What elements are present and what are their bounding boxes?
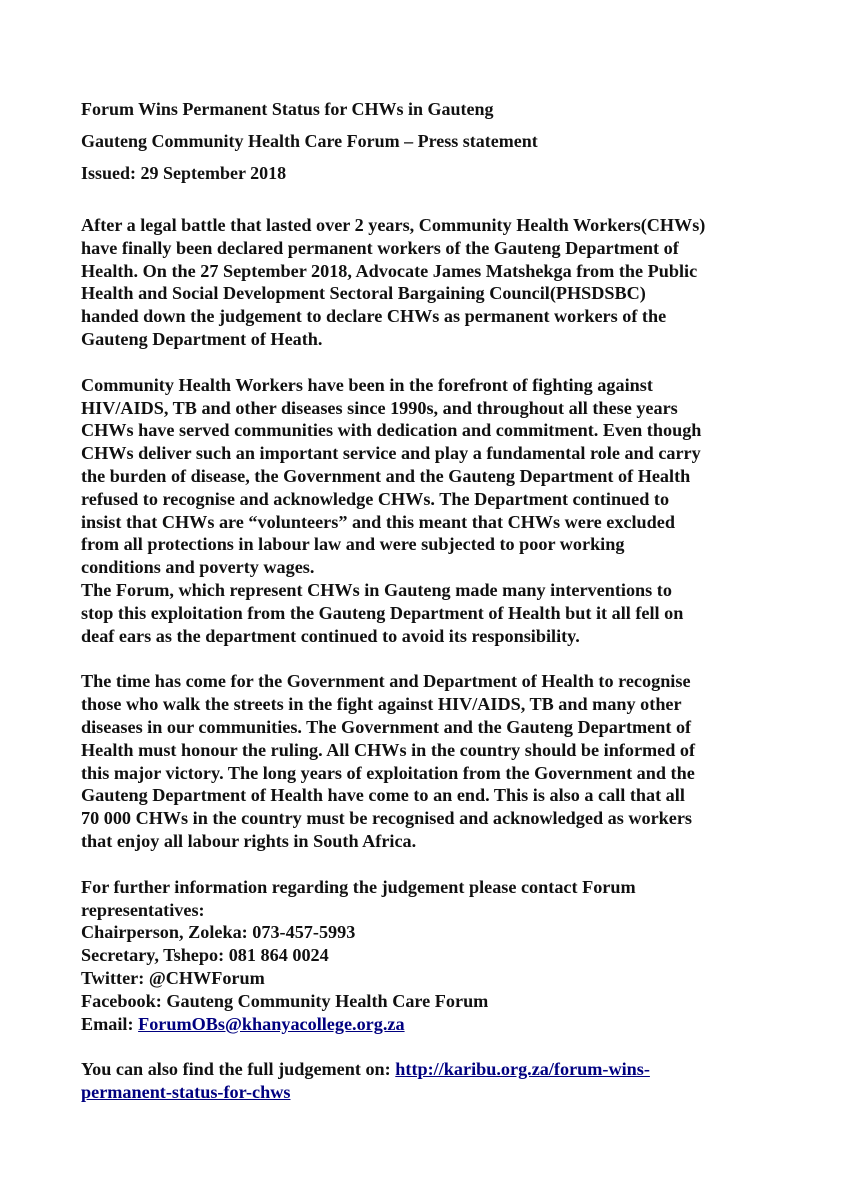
contact-secretary: Secretary, Tshepo: 081 864 0024 [81,945,329,966]
press-statement [81,98,781,1104]
judgement-link-row [81,1058,781,1081]
text-line: this major victory. The long years of exploitation from the Government and the [81,762,695,783]
email-link[interactable]: ForumOBs@khanyacollege.org.za [138,1013,405,1034]
text-line: The Forum, which represent CHWs in Gauteng made many interventions to [81,579,672,600]
text-line: HIV/AIDS, TB and other diseases since 1990s, and throughout all these years [81,397,678,418]
text-line: insist that CHWs are “volunteers” and this meant that CHWs were excluded [81,511,675,532]
contact-chairperson: Chairperson, Zoleka: 073-457-5993 [81,922,356,943]
text-line: Health must honour the ruling. All CHWs in the country should be informed of [81,739,696,760]
judgement-link-continued[interactable]: permanent-status-for-chws [81,1082,291,1103]
text-line: Gauteng Department of Heath. [81,328,323,349]
judgement-link[interactable]: http://karibu.org.za/forum-wins- [395,1059,650,1080]
document-title: Forum Wins Permanent Status for CHWs in Gauteng [81,99,494,119]
contact-facebook: Facebook: Gauteng Community Health Care Forum [81,990,489,1011]
contact-twitter: Twitter: @CHWForum [81,967,265,988]
contact-section [81,876,781,1036]
text-line: CHWs have served communities with dedication and commitment. Even though [81,420,702,441]
text-line: conditions and poverty wages. [81,557,315,578]
text-line: have finally been declared permanent workers of the Gauteng Department of [81,237,679,258]
text-line: refused to recognise and acknowledge CHWs. The Department continued to [81,488,670,509]
paragraph-call-to-action [81,670,781,852]
text-line: diseases in our communities. The Government and the Gauteng Department of [81,716,692,737]
text-line: 70 000 CHWs in the country must be recognised and acknowledged as workers [81,808,692,829]
text-line: After a legal battle that lasted over 2 years, Community Health Workers(CHWs) [81,215,706,235]
contact-intro: representatives: [81,899,205,920]
text-line: the burden of disease, the Government and the Gauteng Department of Health [81,465,691,486]
paragraph-chw-history [81,374,781,648]
text-line: stop this exploitation from the Gauteng Department of Health but it all fell on [81,602,684,623]
contact-email-row [81,1013,781,1036]
judgement-link-row [81,1081,781,1104]
text-line: Gauteng Department of Health have come to an end. This is also a call that all [81,785,685,806]
text-line: The time has come for the Government and Department of Health to recognise [81,671,691,692]
text-line: Community Health Workers have been in the forefront of fighting against [81,374,653,395]
issued-date: Issued: 29 September 2018 [81,163,287,183]
text-line: those who walk the streets in the fight against HIV/AIDS, TB and many other [81,694,682,715]
document-subtitle: Gauteng Community Health Care Forum – Press statement [81,131,538,151]
contact-intro: For further information regarding the judgement please contact Forum [81,876,636,897]
judgement-link-section [81,1058,781,1104]
text-line: deaf ears as the department continued to avoid its responsibility. [81,625,580,646]
judgement-text: You can also find the full judgement on: [81,1059,396,1080]
email-label: Email: [81,1013,139,1034]
text-line: CHWs deliver such an important service and play a fundamental role and carry [81,443,701,464]
text-line: handed down the judgement to declare CHWs as permanent workers of the [81,306,667,327]
text-line: from all protections in labour law and were subjected to poor working [81,534,625,555]
text-line: Health and Social Development Sectoral Bargaining Council(PHSDSBC) [81,283,646,304]
text-line: Health. On the 27 September 2018, Advocate James Matshekga from the Public [81,260,698,281]
paragraph-legal-battle [81,214,781,351]
text-line: that enjoy all labour rights in South Africa. [81,830,417,851]
